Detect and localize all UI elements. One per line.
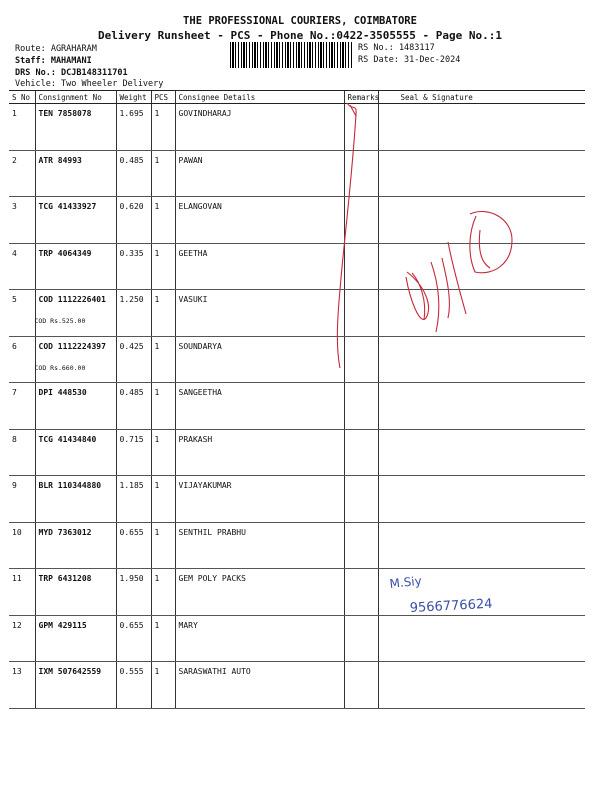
row-weight [116,569,151,616]
table-header-row [9,91,585,104]
table-row [9,336,585,383]
table-row [9,290,585,337]
table-row [9,662,585,709]
row-pcs [151,522,175,569]
row-weight [116,522,151,569]
col-header-consignment: Consignment No [35,91,116,104]
row-consignment-no-text: TCG 41433927 [38,202,97,211]
row-seal-signature [378,569,585,616]
row-sno-text: 2 [12,155,17,165]
row-consignment-no [35,243,116,290]
row-seal-signature [378,150,585,197]
drs-number: DRS No.: DCJB148311701 [15,68,128,78]
row-consignee [175,569,344,616]
row-sno-text: 5 [12,295,17,304]
col-header-sno: S No [9,91,35,104]
row-pcs-text: 1 [154,248,160,258]
row-remarks [344,150,378,197]
row-remarks [344,243,378,290]
row-consignment-no-text: TEN 7858078 [38,109,92,118]
row-pcs [151,104,175,151]
row-sno-text: 10 [12,527,22,537]
row-pcs [151,429,175,476]
row-consignment-no [35,662,116,709]
row-consignment-no-text: ATR 84993 [38,155,82,165]
row-consignment-no [35,522,116,569]
row-seal-signature [378,662,585,709]
row-consignee-text: SENTHIL PRABHU [178,527,246,537]
row-weight-text: 1.250 [119,295,144,304]
row-seal-signature [378,104,585,151]
row-consignment-no [35,104,116,151]
row-seal-signature [378,476,585,523]
staff-label: Staff: MAHAMANI [15,56,92,66]
row-consignment-no [35,150,116,197]
row-consignee-text: ELANGOVAN [178,202,222,211]
row-consignment-no [35,476,116,523]
row-consignee [175,104,344,151]
row-consignment-no-text: MYD 7363012 [38,527,92,537]
row-consignee-text: GEETHA [178,248,208,258]
row-pcs-text: 1 [154,527,160,537]
row-consignee-text: GEM POLY PACKS [178,574,246,583]
row-consignment-no [35,336,116,383]
row-consignee-text: SARASWATHI AUTO [178,667,251,676]
row-sno [9,197,35,244]
vehicle-label: Vehicle: Two Wheeler Delivery [15,79,164,89]
row-sno-text: 11 [12,574,22,583]
row-consignee [175,336,344,383]
route-label: Route: AGRAHARAM [15,44,97,54]
row-sno [9,476,35,523]
row-weight [116,429,151,476]
row-weight [116,104,151,151]
row-consignment-no [35,197,116,244]
document-subtitle: Delivery Runsheet - PCS - Phone No.:0422-3505555 - Page No.:1 [98,29,502,42]
row-pcs [151,243,175,290]
row-pcs-text: 1 [154,202,160,211]
row-weight-text: 0.655 [119,620,144,630]
row-sno-text: 9 [12,481,17,490]
row-weight-text: 1.185 [119,481,144,490]
row-weight-text: 1.695 [119,109,144,118]
row-weight-text: 0.555 [119,667,144,676]
row-consignee-text: VASUKI [178,295,208,304]
row-pcs [151,569,175,616]
row-sno [9,104,35,151]
row-sno [9,662,35,709]
row-seal-signature [378,429,585,476]
row-seal-signature [378,197,585,244]
row-weight-text: 0.485 [119,155,144,165]
row-seal-signature [378,615,585,662]
table-row [9,150,585,197]
row-pcs-text: 1 [154,481,160,490]
row-remarks [344,336,378,383]
row-seal-signature [378,522,585,569]
row-consignee [175,662,344,709]
row-consignment-no [35,383,116,430]
row-weight [116,615,151,662]
row-sno-text: 13 [12,667,22,676]
row-consignment-no-text: TRP 4064349 [38,248,92,258]
row-sno-text: 6 [12,341,17,351]
rs-date: RS Date: 31-Dec-2024 [358,55,461,65]
row-weight [116,150,151,197]
row-sno-text: 12 [12,620,22,630]
row-remarks [344,569,378,616]
row-pcs [151,662,175,709]
row-remarks [344,197,378,244]
col-header-seal-signature: Seal & Signature [378,91,585,104]
row-pcs [151,150,175,197]
row-weight [116,662,151,709]
document-title: THE PROFESSIONAL COURIERS, COIMBATORE [183,15,417,27]
row-consignment-no [35,615,116,662]
row-consignment-no-text: TRP 6431208 [38,574,92,583]
row-consignee-text: SOUNDARYA [178,341,222,351]
row-consignee-text: GOVINDHARAJ [178,109,232,118]
row-remarks [344,476,378,523]
row-consignment-no [35,569,116,616]
row-remarks [344,383,378,430]
row-pcs [151,290,175,337]
row-seal-signature [378,336,585,383]
row-consignee-text: SANGEETHA [178,388,222,397]
row-seal-signature [378,243,585,290]
row-seal-signature [378,290,585,337]
table-row [9,383,585,430]
row-seal-signature [378,383,585,430]
col-header-pcs: PCS [151,91,175,104]
row-sno [9,615,35,662]
row-sno-text: 7 [12,388,17,397]
row-weight-text: 0.715 [119,434,144,444]
row-remarks [344,615,378,662]
row-sno-text: 4 [12,248,17,258]
row-pcs-text: 1 [154,434,160,444]
row-consignment-no-text: BLR 110344880 [38,481,102,490]
row-weight-text: 1.950 [119,574,144,583]
row-consignee [175,476,344,523]
row-remarks [344,104,378,151]
row-sno [9,522,35,569]
row-consignee-text: PRAKASH [178,434,213,444]
row-weight [116,243,151,290]
row-weight [116,336,151,383]
row-weight [116,383,151,430]
row-pcs-text: 1 [154,667,160,676]
row-weight [116,290,151,337]
row-pcs-text: 1 [154,109,160,118]
row-pcs [151,197,175,244]
signature-name: M.Siy [388,573,423,591]
table-row [9,522,585,569]
row-sno [9,383,35,430]
row-consignee [175,615,344,662]
table-row [9,197,585,244]
table-row [9,243,585,290]
row-sno-text: 8 [12,434,17,444]
row-pcs [151,383,175,430]
row-sno [9,569,35,616]
row-consignee-text: PAWAN [178,155,203,165]
row-consignee [175,290,344,337]
barcode [230,42,352,68]
row-sno [9,290,35,337]
row-weight-text: 0.655 [119,527,144,537]
row-pcs-text: 1 [154,388,160,397]
table-row [9,104,585,151]
row-pcs-text: 1 [154,341,160,351]
row-pcs-text: 1 [154,295,160,304]
row-sno [9,243,35,290]
row-consignee [175,197,344,244]
row-consignment-no-text: COD 1112226401 [38,295,106,304]
row-weight-text: 0.485 [119,388,144,397]
row-consignee [175,383,344,430]
cod-amount: COD Rs.525.00 [34,317,86,325]
row-pcs-text: 1 [154,620,160,630]
row-weight-text: 0.335 [119,248,144,258]
row-consignment-no-text: DPI 448530 [38,388,87,397]
row-consignment-no-text: COD 1112224397 [38,341,106,351]
row-pcs [151,336,175,383]
rs-number: RS No.: 1483117 [358,43,435,53]
row-weight [116,197,151,244]
row-consignee [175,429,344,476]
row-pcs-text: 1 [154,155,160,165]
row-remarks [344,290,378,337]
row-sno-text: 1 [12,109,17,118]
table-row [9,429,585,476]
signature-phone: 9566776624 [409,596,493,616]
cod-amount: COD Rs.660.00 [34,363,86,372]
row-sno-text: 3 [12,202,17,211]
col-header-remarks: Remarks [344,91,378,104]
row-remarks [344,429,378,476]
row-consignee-text: VIJAYAKUMAR [178,481,232,490]
row-sno [9,429,35,476]
row-weight-text: 0.620 [119,202,144,211]
table-row [9,569,585,616]
row-consignment-no-text: IXM 507642559 [38,667,102,676]
col-header-consignee: Consignee Details [175,91,344,104]
row-remarks [344,522,378,569]
row-consignee [175,150,344,197]
row-consignment-no-text: TCG 41434840 [38,434,97,444]
row-pcs-text: 1 [154,574,160,583]
row-consignment-no [35,290,116,337]
row-consignment-no-text: GPM 429115 [38,620,87,630]
row-remarks [344,662,378,709]
row-consignee-text: MARY [178,620,198,630]
row-weight [116,476,151,523]
runsheet-table [9,90,585,709]
row-sno [9,336,35,383]
table-row [9,615,585,662]
row-pcs [151,476,175,523]
table-row [9,476,585,523]
row-consignee [175,243,344,290]
row-consignee [175,522,344,569]
row-pcs [151,615,175,662]
row-consignment-no [35,429,116,476]
row-sno [9,150,35,197]
row-weight-text: 0.425 [119,341,144,351]
col-header-weight: Weight [116,91,151,104]
